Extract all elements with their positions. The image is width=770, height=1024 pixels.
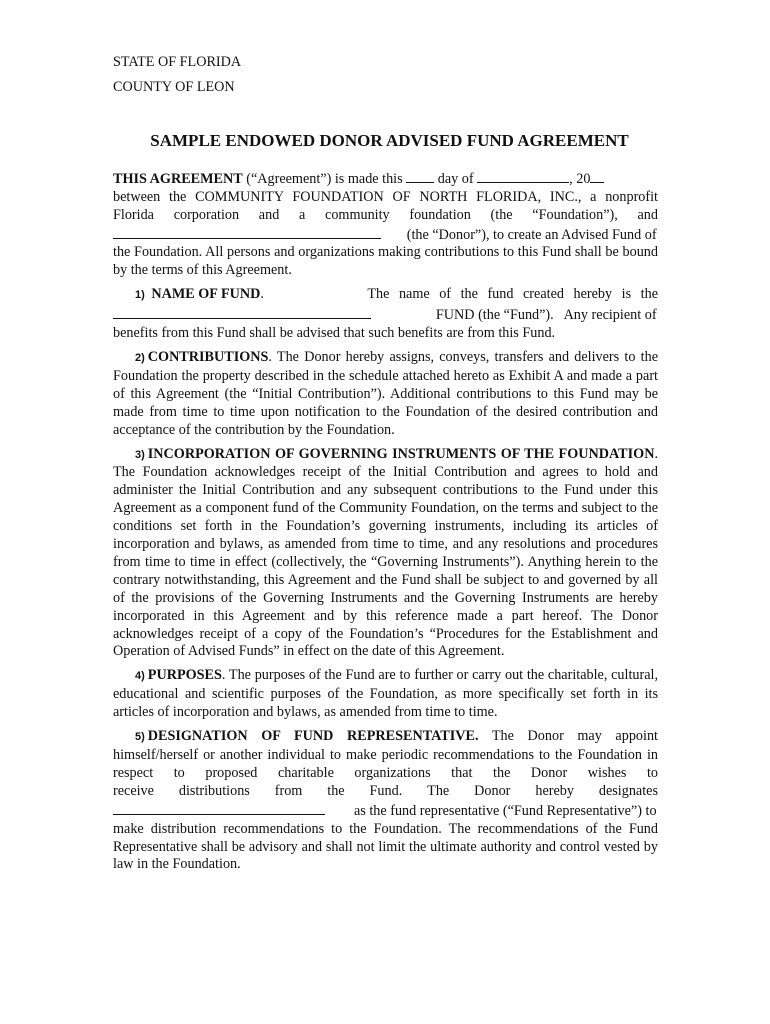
section-heading: PURPOSES [147, 667, 222, 684]
intro-rest: the Foundation. All persons and organizations making contributions to this Fund shall be bound by the terms of this Agreement. [113, 244, 658, 279]
section-1-line-1: 1) NAME OF FUND. The name of the fund created hereby is the [113, 286, 658, 305]
section-text: . The purposes of the Fund are to further or carry out the charitable, cultural, educational and scientific purposes of the Foundation, as more specifically set forth in its articles of incorporation and bylaws, as amended from time to time. [113, 667, 658, 721]
representative-name-blank [113, 801, 325, 815]
section-heading: NAME OF FUND [151, 286, 261, 303]
intro-word: community [325, 206, 390, 223]
intro-word: corporation [173, 206, 240, 223]
section-number: 2) [135, 351, 145, 364]
section-5-word: from [274, 782, 303, 799]
month-blank [477, 169, 569, 183]
intro-lead: THIS AGREEMENT [113, 170, 243, 187]
section-5-word: Donor [474, 782, 511, 799]
section-5-word: the [327, 782, 345, 799]
section-1-rest: benefits from this Fund shall be advised that such benefits are from this Fund. [113, 325, 556, 342]
section-name-of-fund [113, 286, 658, 343]
state-heading: STATE OF FLORIDA [113, 54, 242, 70]
section-number: 5) [135, 731, 145, 744]
intro-line-2: between the COMMUNITY FOUNDATION OF NORTH FLORIDA, INC., a nonprofit [113, 188, 658, 205]
section-5-text-5: as the fund representative (“Fund Representative”) to [353, 802, 657, 819]
section-5-line-4 [113, 783, 658, 801]
section-text: . The Foundation acknowledges receipt of the Initial Contribution and agrees to hold and administer the Initial Contribution and any subsequent contributions to the Fund under this Agreement as a component fund of the Community Foundation, on the terms and subject to the conditions set forth in the Foundation’s governing instruments, including its articles of incorporation and bylaws, as amended from time to time, and any resolutions and procedures from time to time in effect (collectively, the “Governing Instruments”). Anything herein to the contrary notwithstanding, this Agreement and the Fund shall be subject to and governed by all of the provisions of the Governing Instruments and the Governing Instruments are hereby incorporated in this Agreement and by this reference made a part hereof. The Donor acknowledges receipt of a copy of the Foundation’s “Procedures for the Establishment and Operation of Advised Funds” in effect on the date of this Agreement. [113, 445, 658, 660]
intro-word: Florida [113, 206, 154, 223]
section-fund-representative [113, 728, 658, 874]
intro-word: and [258, 206, 280, 223]
intro-word: (the [490, 206, 513, 223]
section-governing-instruments [113, 446, 658, 662]
intro-text-1a: (“Agreement”) is made this [246, 170, 403, 187]
section-text: . The Donor hereby assigns, conveys, transfers and delivers to the Foundation the property described in the schedule attached hereto as Exhibit A and made a part of this Agreement (the “Initial Contribution”). Additional contributions to this Fund may be made from time to time upon notification to the Foundation of the desired contribution and acceptance of the contribution by the Foundation. [113, 348, 658, 438]
intro-word: foundation [409, 206, 471, 223]
intro-text-1b: day of [437, 170, 474, 187]
section-heading: CONTRIBUTIONS [147, 348, 269, 365]
section-text: The Donor may appoint himself/herself or another individual to make periodic recommendations to the Foundation in respect to proposed charitable organizations that the Donor wishes to [113, 728, 658, 781]
donor-name-blank [113, 225, 381, 239]
document-page [113, 54, 658, 874]
section-5-word: Fund. [369, 782, 403, 799]
section-5-word: distributions [178, 782, 250, 799]
county-heading: COUNTY OF LEON [113, 78, 235, 95]
section-5-word: receive [113, 782, 154, 799]
section-5-word: designates [598, 782, 658, 799]
section-5-para [113, 728, 658, 783]
intro-text-4: (the “Donor”), to create an Advised Fund of [406, 226, 657, 243]
section-number: 1) [135, 289, 145, 302]
document-title: SAMPLE ENDOWED DONOR ADVISED FUND AGREEMENT [150, 130, 629, 150]
intro-line-1 [113, 169, 658, 189]
section-contributions [113, 349, 658, 440]
section-number: 3) [135, 448, 145, 461]
section-number: 4) [135, 670, 145, 683]
section-1-line-2 [113, 305, 658, 325]
section-5-rest: make distribution recommendations to the Foundation. The recommendations of the Fund Representative shall be advisory and shall not limit the ultimate authority and control vested by law in the Foundation. [113, 820, 658, 873]
intro-word: and [637, 206, 658, 223]
section-5-word: The [427, 782, 450, 799]
year-blank [590, 169, 604, 183]
section-1-text-1: The name of the fund created hereby is the [367, 286, 658, 303]
section-purposes [113, 667, 658, 722]
intro-paragraph [113, 169, 658, 280]
day-blank [406, 169, 434, 183]
section-5-line-5 [113, 801, 658, 821]
fund-name-blank [113, 305, 371, 319]
intro-line-4 [113, 225, 658, 245]
section-heading: INCORPORATION OF GOVERNING INSTRUMENTS OF THE FOUNDATION [147, 445, 655, 462]
intro-line-3 [113, 207, 658, 225]
section-1-text-2: FUND (the “Fund”). Any recipient of [435, 307, 657, 324]
intro-text-1c: , 20 [569, 170, 591, 187]
intro-word: “Foundation”), [532, 206, 618, 223]
section-5-word: hereby [535, 782, 574, 799]
intro-word: a [299, 206, 306, 223]
section-heading: DESIGNATION OF FUND REPRESENTATIVE. [147, 728, 479, 745]
